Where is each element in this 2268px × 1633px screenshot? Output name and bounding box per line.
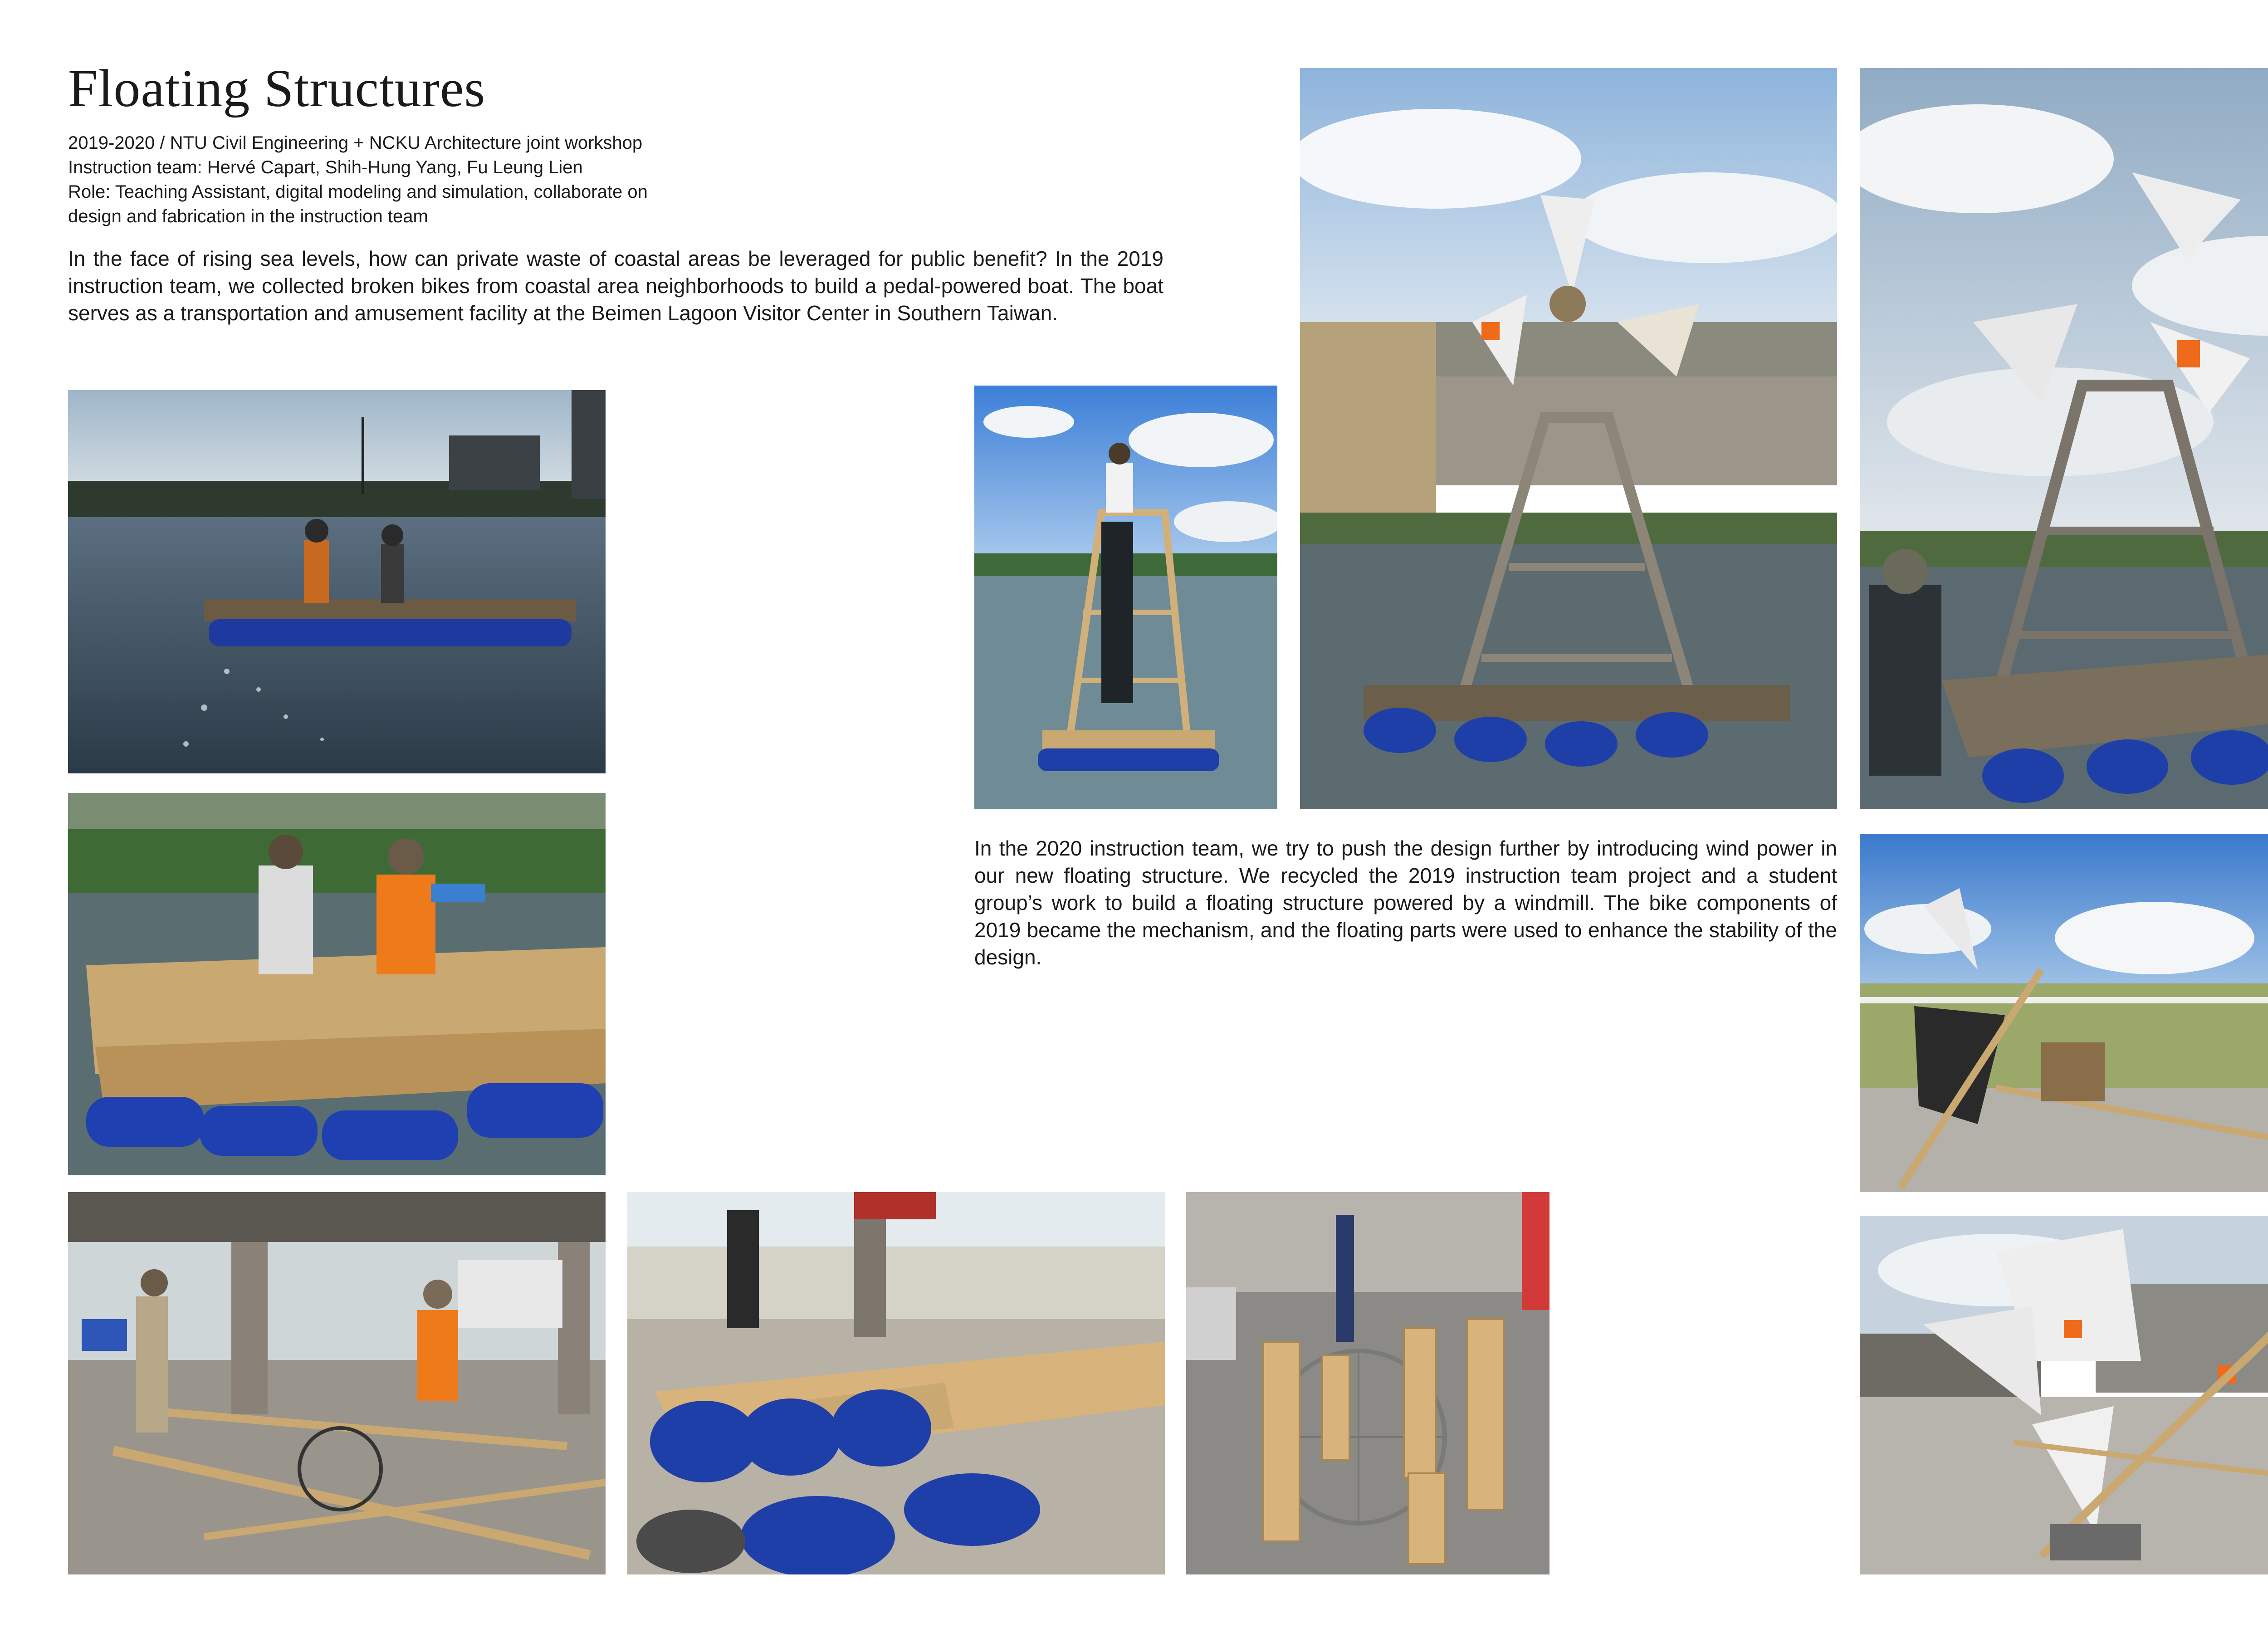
photo-tower-platform (974, 386, 1277, 809)
photo-boat-deck-barrels (627, 1192, 1165, 1574)
meta-line-role: Role: Teaching Assistant, digital modeling and simulation, collaborate on (68, 182, 648, 202)
photo-windmill-on-land (1860, 834, 2268, 1192)
photo-boat-lagoon-silhouette (68, 390, 606, 773)
photo-wheel-mechanism (1186, 1192, 1549, 1574)
photo-assembling-frame (68, 1192, 606, 1574)
paragraph-2020: In the 2020 instruction team, we try to push the design further by introducing wind power in our new floating structure. We recycled the 2019 instruction team project and a student group’s work to build a floating structure powered by a windmill. The bike components of 2019 became the mechanism, and the floating parts were used to enhance the stability of the design. (974, 836, 1837, 969)
page-title: Floating Structures (68, 59, 486, 118)
photo-windmill-water-front (1300, 68, 1837, 809)
photo-windmill-water-side (1860, 68, 2268, 809)
project-meta (68, 131, 726, 229)
meta-line-role-cont: design and fabrication in the instruction team (68, 206, 428, 226)
photo-windmill-assembly (1860, 1216, 2268, 1574)
meta-line-team: Instruction team: Hervé Capart, Shih-Hung Yang, Fu Leung Lien (68, 157, 583, 177)
photo-two-riders (68, 793, 606, 1175)
paragraph-2019: In the face of rising sea levels, how can private waste of coastal areas be leveraged for public benefit? In the 2019 instruction team, we collected broken bikes from coastal area neighborhoods to build a pedal-powered boat. The boat serves as a transportation and amusement facility at the Beimen Lagoon Visitor Center in Southern Taiwan. (68, 247, 1163, 325)
meta-line-workshop: 2019-2020 / NTU Civil Engineering + NCKU Architecture joint workshop (68, 133, 643, 153)
